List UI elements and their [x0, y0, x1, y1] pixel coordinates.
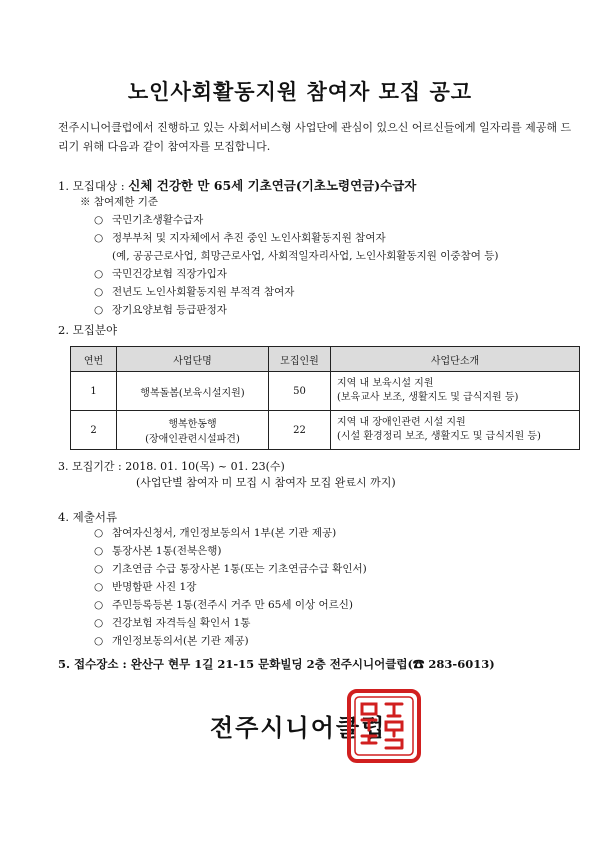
period-line: 3. 모집기간 : 2018. 01. 10(목) ~ 01. 23(수) — [58, 460, 285, 473]
circle-bullet-icon: ○ — [94, 635, 104, 647]
header-count: 모집인원 — [269, 347, 331, 372]
documents-list — [70, 524, 367, 650]
list-item: ○ 통장사본 1통(전북은행) — [70, 542, 367, 560]
list-item: ○ 개인정보동의서(본 기관 제공) — [70, 632, 367, 650]
cell-no: 2 — [71, 411, 117, 450]
circle-bullet-icon: ○ — [94, 304, 104, 316]
circle-bullet-icon: ○ — [94, 599, 104, 611]
circle-bullet-icon: ○ — [94, 232, 104, 244]
organization-name: 전주시니어클럽 — [210, 713, 387, 742]
table-row — [71, 411, 580, 450]
circle-bullet-icon: ○ — [94, 617, 104, 629]
intro-paragraph: 전주시니어클럽에서 진행하고 있는 사회서비스형 사업단에 관심이 있으신 어르신들에게 일자리를 제공해 드리기 위해 다음과 같이 참여자를 모집합니다. — [58, 121, 572, 153]
circle-bullet-icon: ○ — [94, 268, 104, 280]
header-no: 연번 — [71, 347, 117, 372]
cell-desc: 지역 내 장애인관련 시설 지원 (시설 환경정리 보조, 생활지도 및 급식지원 등) — [331, 411, 580, 450]
list-item: ○ 전년도 노인사회활동지원 부적격 참여자 — [70, 283, 498, 301]
section-place — [58, 656, 495, 672]
circle-bullet-icon: ○ — [94, 563, 104, 575]
cell-name: 행복한동행 (장애인관련시설파견) — [117, 411, 269, 450]
period-note: (사업단별 참여자 미 모집 시 참여자 모집 완료시 까지) — [136, 476, 396, 489]
fields-table — [70, 346, 580, 450]
table-header-row — [71, 347, 580, 372]
table-row — [71, 372, 580, 411]
list-item: ○ 정부부처 및 지자체에서 추진 중인 노인사회활동지원 참여자 — [70, 229, 498, 247]
circle-bullet-icon: ○ — [94, 527, 104, 539]
list-item: ○ 참여자신청서, 개인정보동의서 1부(본 기관 제공) — [70, 524, 367, 542]
notice-title: 노인사회활동지원 참여자 모집 공고 — [127, 79, 473, 104]
restriction-heading: ※ 참여제한 기준 — [80, 196, 159, 208]
header-name: 사업단명 — [117, 347, 269, 372]
circle-bullet-icon: ○ — [94, 286, 104, 298]
circle-bullet-icon: ○ — [94, 214, 104, 226]
section-fields-label: 2. 모집분야 — [58, 323, 118, 337]
official-seal-icon — [346, 688, 422, 764]
section-period — [58, 459, 396, 491]
list-item: ○ 국민건강보험 직장가입자 — [70, 265, 498, 283]
restriction-example: (예, 공공근로사업, 희망근로사업, 사회적일자리사업, 노인사회활동지원 이중참여 등) — [112, 250, 499, 262]
list-item: ○ 반명함판 사진 1장 — [70, 578, 367, 596]
section-target — [58, 176, 416, 194]
cell-no: 1 — [71, 372, 117, 411]
circle-bullet-icon: ○ — [94, 581, 104, 593]
circle-bullet-icon: ○ — [94, 545, 104, 557]
phone-number: 283-6013) — [424, 657, 495, 671]
section-documents-label: 4. 제출서류 — [58, 510, 118, 524]
phone-icon: ☎ — [412, 657, 425, 671]
cell-count: 22 — [269, 411, 331, 450]
target-value: 신체 건강한 만 65세 기초연금(기초노령연금)수급자 — [128, 178, 417, 193]
cell-count: 50 — [269, 372, 331, 411]
header-desc: 사업단소개 — [331, 347, 580, 372]
list-item: ○ 건강보험 자격득실 확인서 1통 — [70, 614, 367, 632]
place-text: 5. 접수장소 : 완산구 현무 1길 21-15 문화빌딩 2층 전주시니어클럽( — [58, 657, 413, 671]
list-item: ○ 국민기초생활수급자 — [70, 211, 498, 229]
cell-desc: 지역 내 보육시설 지원 (보육교사 보조, 생활지도 및 급식지원 등) — [331, 372, 580, 411]
target-label: 1. 모집대상 : — [58, 179, 125, 193]
cell-name: 행복돌봄(보육시설지원) — [117, 372, 269, 411]
restriction-list — [70, 193, 498, 319]
list-item: ○ 기초연금 수급 통장사본 1통(또는 기초연금수급 확인서) — [70, 560, 367, 578]
list-item: ○ 주민등록등본 1통(전주시 거주 만 65세 이상 어르신) — [70, 596, 367, 614]
list-item: ○ 장기요양보험 등급판정자 — [70, 301, 498, 319]
